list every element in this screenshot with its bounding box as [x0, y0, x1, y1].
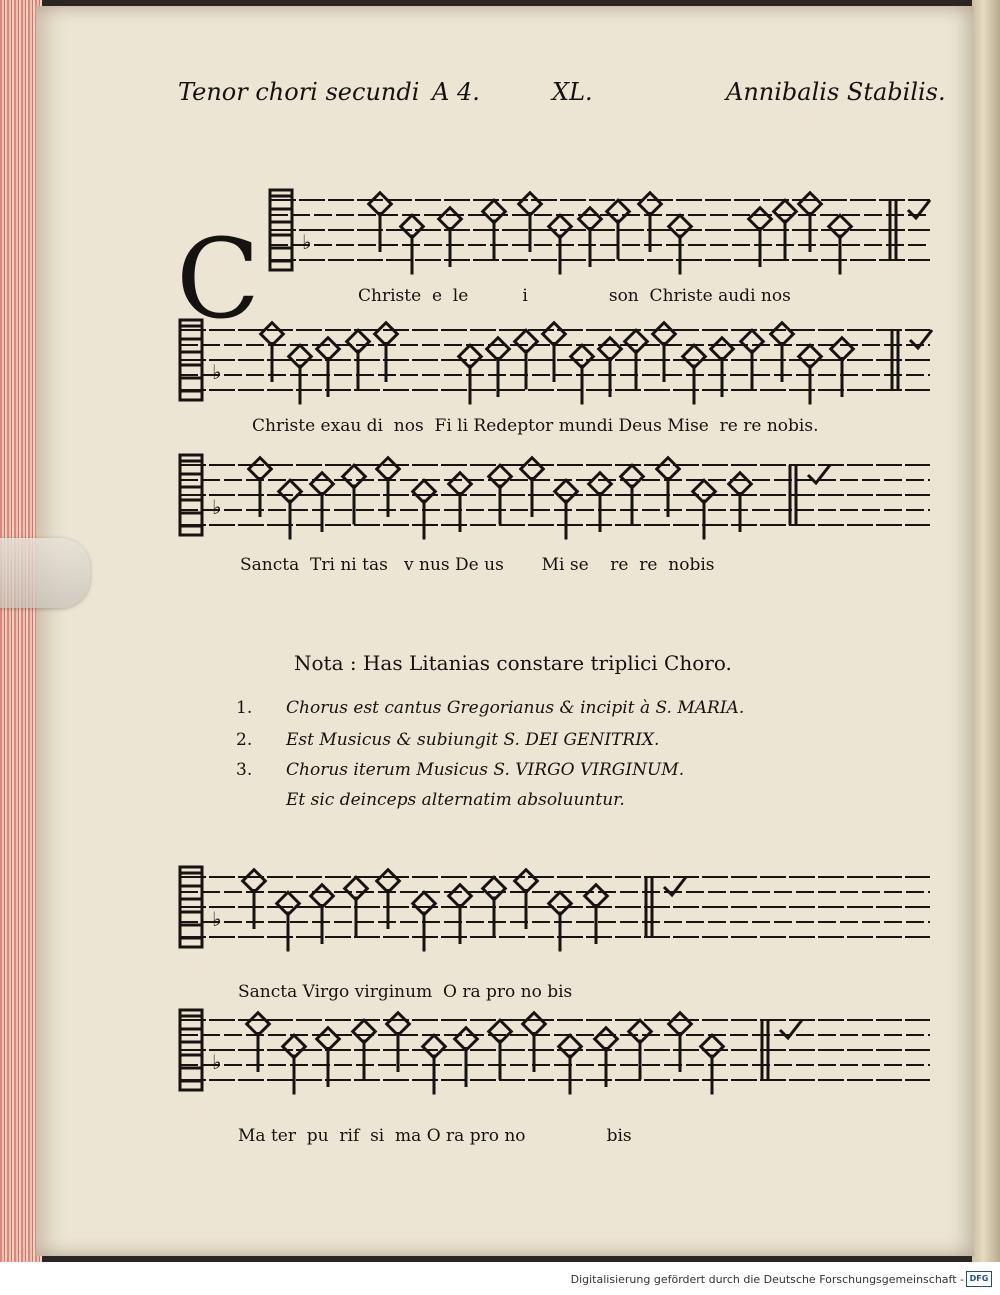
note-head [423, 1035, 446, 1058]
note-head [741, 330, 764, 353]
note-head [449, 885, 472, 908]
note-head [701, 1035, 724, 1058]
note-head [519, 193, 542, 216]
note-head [347, 330, 370, 353]
header-composer: Annibalis Stabilis. [726, 78, 946, 106]
nota-item-number: 3. [236, 760, 253, 780]
nota-item [236, 790, 625, 810]
note-head [774, 200, 797, 223]
note-head [279, 480, 302, 503]
note-head [459, 345, 482, 368]
note-head [317, 338, 340, 361]
note-head [401, 215, 424, 238]
note-head [829, 215, 852, 238]
flat-sign: ♭ [212, 1050, 222, 1074]
note-head [515, 330, 538, 353]
note-head [711, 338, 734, 361]
nota-item-text: Est Musicus & subiungit S. DEI GENITRIX. [286, 730, 660, 750]
funding-credit: Digitalisierung gefördert durch die Deutsche Forschungsgemeinschaft - [570, 1273, 964, 1286]
note-head [483, 200, 506, 223]
custos [664, 877, 686, 895]
note-head [515, 870, 538, 893]
flat-sign: ♭ [302, 230, 312, 254]
note-head [669, 215, 692, 238]
note-head [799, 193, 822, 216]
nota-item-number: 2. [236, 730, 253, 750]
note-head [571, 345, 594, 368]
note-head [353, 1020, 376, 1043]
note-head [483, 877, 506, 900]
nota-item-text: Chorus est cantus Gregorianus & incipit à S. MARIA. [286, 698, 745, 718]
note-head [621, 465, 644, 488]
note-head [489, 1020, 512, 1043]
note-head [261, 323, 284, 346]
flat-sign: ♭ [212, 907, 222, 931]
note-head [607, 200, 630, 223]
header-number: XL. [552, 78, 593, 106]
nota-item-number: 1. [236, 698, 253, 718]
note-head [771, 323, 794, 346]
note-head [589, 473, 612, 496]
lyric-line: Ma ter pu rif si ma O ra pro no bis [238, 1126, 632, 1146]
nota-item [236, 730, 659, 750]
note-head [249, 458, 272, 481]
note-head [369, 193, 392, 216]
note-head [247, 1013, 270, 1036]
note-head [375, 323, 398, 346]
note-head [413, 892, 436, 915]
note-head [377, 870, 400, 893]
note-head [521, 458, 544, 481]
nota-item-text: Chorus iterum Musicus S. VIRGO VIRGINUM. [286, 760, 685, 780]
note-head [345, 877, 368, 900]
note-head [277, 892, 300, 915]
note-head [559, 1035, 582, 1058]
note-head [653, 323, 676, 346]
note-head [629, 1020, 652, 1043]
note-head [523, 1013, 546, 1036]
note-head [455, 1028, 478, 1051]
page-clip [0, 538, 90, 608]
note-head [317, 1028, 340, 1051]
note-head [543, 323, 566, 346]
note-head [311, 885, 334, 908]
note-head [799, 345, 822, 368]
lyric-line: Sancta Tri ni tas v nus De us Mi se re re nobis [240, 555, 715, 575]
note-head [831, 338, 854, 361]
note-head [585, 885, 608, 908]
note-head [669, 1013, 692, 1036]
note-head [749, 208, 772, 231]
note-head [449, 473, 472, 496]
note-head [311, 473, 334, 496]
nota-item [236, 698, 744, 718]
lyric-line: Christe e le i son Christe audi nos [358, 286, 791, 306]
note-head [657, 458, 680, 481]
header-part: A 4. [432, 78, 480, 106]
flat-sign: ♭ [212, 360, 222, 384]
nota-title: Nota : Has Litanias constare triplici Choro. [294, 651, 732, 675]
note-head [549, 215, 572, 238]
note-head [729, 473, 752, 496]
header-voice: Tenor chori secundi [178, 78, 420, 106]
note-head [595, 1028, 618, 1051]
note-head [599, 338, 622, 361]
note-head [387, 1013, 410, 1036]
drop-cap: C [176, 215, 261, 343]
note-head [693, 480, 716, 503]
note-head [439, 208, 462, 231]
note-head [487, 338, 510, 361]
note-head [343, 465, 366, 488]
flat-sign: ♭ [212, 495, 222, 519]
lyric-line: Sancta Virgo virginum O ra pro no bis [238, 982, 573, 1002]
dfg-logo: DFG [966, 1271, 992, 1287]
nota-item-text: Et sic deinceps alternatim absoluuntur. [286, 790, 625, 810]
custos [908, 200, 930, 218]
note-head [377, 458, 400, 481]
note-head [555, 480, 578, 503]
note-head [283, 1035, 306, 1058]
note-head [579, 208, 602, 231]
nota-item [236, 760, 684, 780]
lyric-line: Christe exau di nos Fi li Redeptor mundi Deus Mise re re nobis. [252, 416, 819, 436]
note-head [549, 892, 572, 915]
note-head [625, 330, 648, 353]
note-head [489, 465, 512, 488]
note-head [243, 870, 266, 893]
note-head [683, 345, 706, 368]
note-head [639, 193, 662, 216]
note-head [413, 480, 436, 503]
note-head [289, 345, 312, 368]
